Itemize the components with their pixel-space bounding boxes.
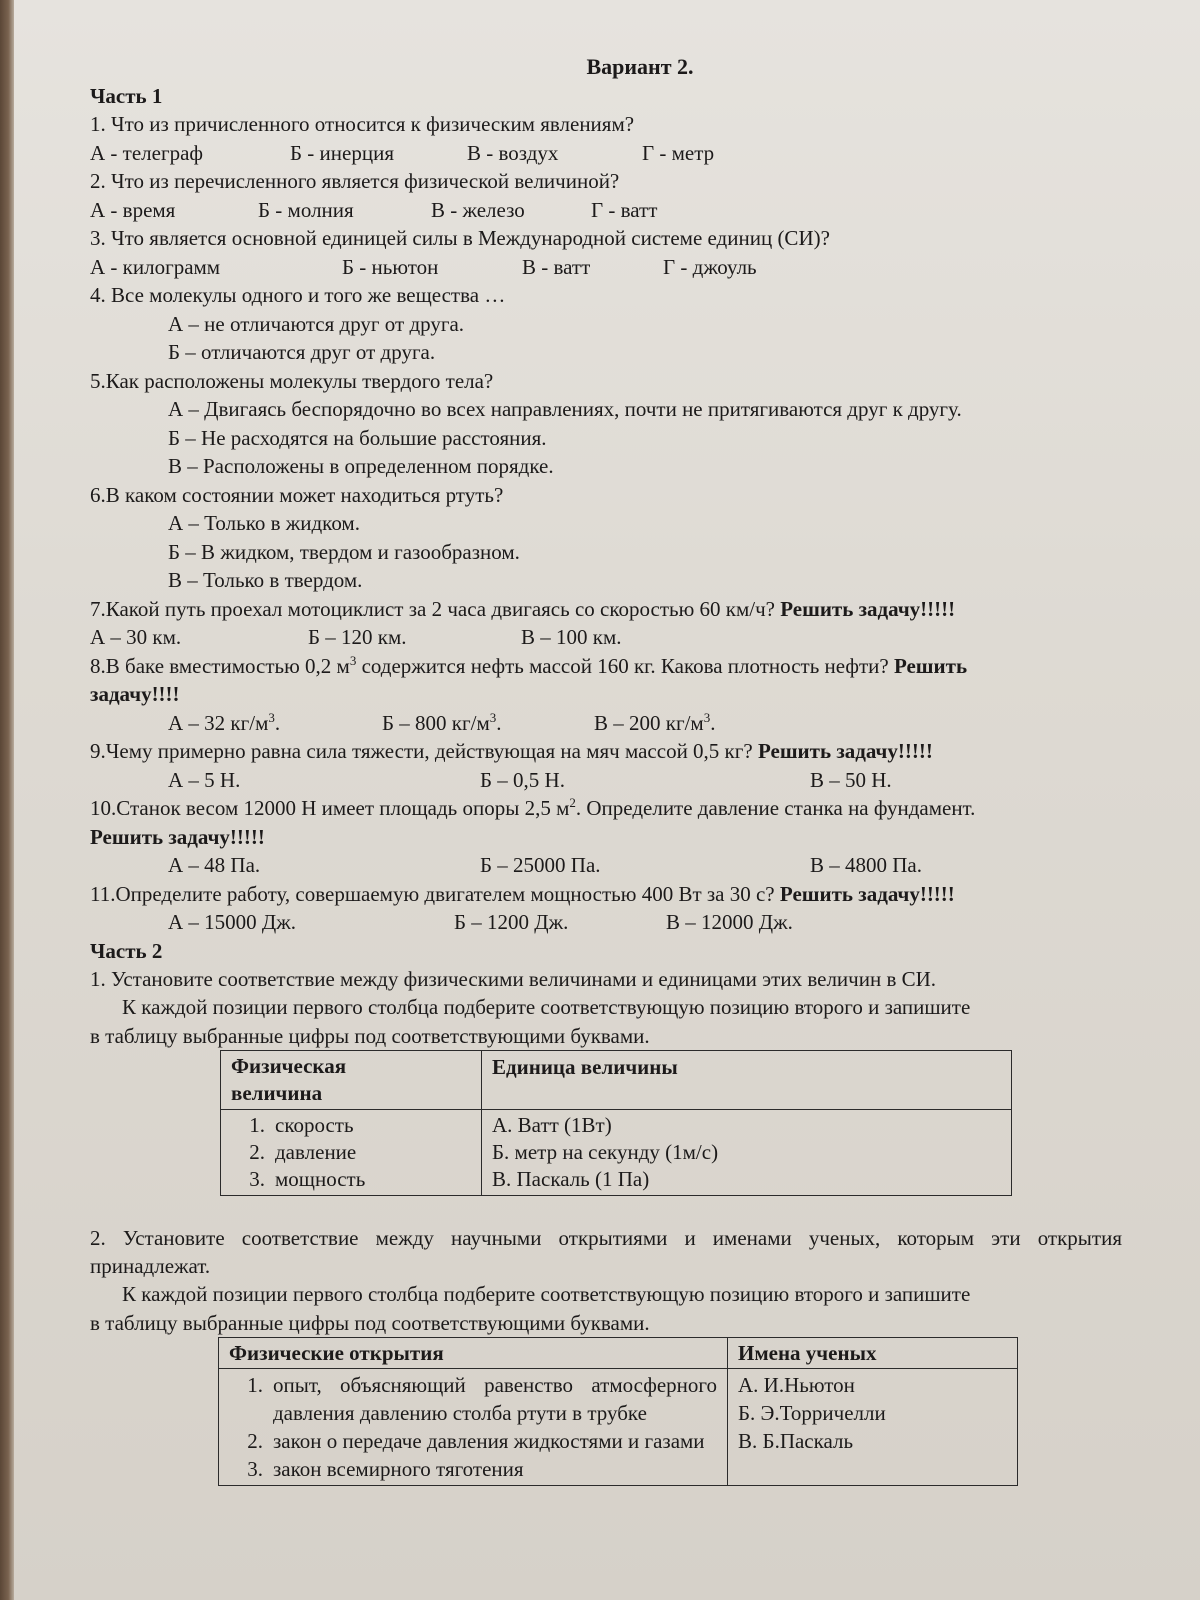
task-1-table bbox=[220, 1050, 1012, 1196]
option-a bbox=[168, 709, 382, 738]
list-item: Б. метр на секунду (1м/с) bbox=[492, 1140, 719, 1164]
table-header-row bbox=[219, 1338, 1018, 1369]
option-b: Б – 0,5 Н. bbox=[480, 767, 565, 792]
option-b: Б - молния bbox=[258, 197, 354, 222]
option-b: Б – 25000 Па. bbox=[480, 853, 601, 877]
dot: . bbox=[710, 710, 716, 735]
variant-title: Вариант 2. bbox=[586, 54, 694, 79]
question-10-text-pre: 10.Станок весом 12000 Н имеет площадь опоры 2,5 м bbox=[90, 796, 570, 820]
question-3-options bbox=[90, 253, 1150, 282]
task-2-table bbox=[218, 1337, 1018, 1486]
option-a: А - телеграф bbox=[90, 140, 203, 165]
question-7-options bbox=[90, 623, 1150, 652]
option-c: В - железо bbox=[431, 197, 525, 222]
option-c: В – 4800 Па. bbox=[810, 853, 922, 877]
col-header-quantity bbox=[221, 1051, 482, 1110]
question-4-option-b: Б – отличаются друг от друга. bbox=[168, 340, 436, 364]
table-row bbox=[221, 1110, 1012, 1196]
option-c: В - воздух bbox=[467, 140, 559, 165]
dot: . bbox=[496, 710, 502, 735]
superscript: 3 bbox=[349, 652, 357, 668]
option-c: В - ватт bbox=[522, 254, 591, 279]
item-number: 1. bbox=[247, 1373, 263, 1397]
header-line: величина bbox=[231, 1081, 323, 1105]
question-7 bbox=[90, 595, 1150, 624]
list-item bbox=[229, 1371, 717, 1427]
option-c: В – 50 Н. bbox=[810, 767, 892, 792]
option-a: А - время bbox=[90, 197, 176, 222]
question-10-text-post: . Определите давление станка на фундамент. bbox=[575, 796, 976, 820]
page-edge bbox=[0, 0, 14, 1600]
option-b: Б - инерция bbox=[290, 140, 394, 165]
option-a: А - килограмм bbox=[90, 254, 221, 279]
item-text: давление bbox=[275, 1140, 357, 1164]
option-c bbox=[594, 709, 715, 738]
superscript: 3 bbox=[703, 709, 711, 725]
question-1-options bbox=[90, 139, 1150, 168]
question-11-options bbox=[90, 908, 1150, 937]
list-item bbox=[229, 1455, 717, 1483]
superscript: 3 bbox=[268, 709, 275, 725]
question-9 bbox=[90, 737, 1150, 766]
superscript: 2 bbox=[569, 795, 576, 810]
option-a: А – 15000 Дж. bbox=[168, 910, 296, 934]
task-2-instruction: К каждой позиции первого столбца подберите соответствующую позицию второго и запишите bbox=[122, 1282, 971, 1306]
solve-note: Решить задачу!!!!! bbox=[779, 881, 955, 906]
question-3: 3. Что является основной единицей силы в Международной системе единиц (СИ)? bbox=[90, 226, 830, 250]
task-1: 1. Установите соответствие между физическими величинами и единицами этих величин в СИ. bbox=[90, 966, 937, 991]
question-6-option-a: А – Только в жидком. bbox=[168, 511, 360, 535]
list-item bbox=[229, 1427, 717, 1455]
solve-note: Решить задачу!!!!! bbox=[780, 596, 956, 621]
superscript: 3 bbox=[489, 709, 497, 725]
right-column-cell bbox=[482, 1110, 1012, 1196]
option-d: Г - метр bbox=[642, 140, 715, 165]
question-5-option-a: А – Двигаясь беспорядочно во всех направлениях, почти не притягиваются друг к другу. bbox=[168, 397, 962, 421]
question-10 bbox=[90, 794, 1150, 823]
solve-note: Решить задачу!!!!! bbox=[90, 824, 265, 849]
question-5-option-c: В – Расположены в определенном порядке. bbox=[168, 454, 554, 478]
option-c-text: В – 200 кг/м bbox=[594, 710, 704, 735]
list-item bbox=[231, 1112, 471, 1139]
question-9-options bbox=[90, 766, 1150, 795]
header-line: Физическая bbox=[231, 1054, 347, 1078]
list-item: В. Б.Паскаль bbox=[738, 1429, 854, 1453]
right-column-cell bbox=[728, 1369, 1018, 1486]
solve-note: Решить bbox=[893, 653, 968, 678]
option-a-text: А – 32 кг/м bbox=[168, 710, 269, 735]
task-2: 2. Установите соответствие между научными открытиями и именами ученых, которым эти открытия принадлежат. bbox=[90, 1226, 1122, 1278]
item-text: закон о передаче давления жидкостями и газами bbox=[273, 1429, 705, 1453]
document bbox=[90, 52, 1150, 1486]
option-b: Б – 1200 Дж. bbox=[454, 910, 569, 934]
question-2-options bbox=[90, 196, 1150, 225]
list-item: В. Паскаль (1 Па) bbox=[492, 1167, 650, 1191]
item-number: 3. bbox=[249, 1167, 265, 1191]
question-5-option-b: Б – Не расходятся на большие расстояния. bbox=[168, 425, 547, 450]
question-11-text: 11.Определите работу, совершаемую двигателем мощностью 400 Вт за 30 с? bbox=[90, 881, 780, 906]
left-column-cell bbox=[219, 1369, 728, 1486]
option-c: В – 12000 Дж. bbox=[666, 910, 793, 934]
question-4: 4. Все молекулы одного и того же вещества … bbox=[90, 283, 506, 307]
part1-heading: Часть 1 bbox=[90, 84, 163, 108]
task-2-instruction-cont: в таблицу выбранные цифры под соответствующими буквами. bbox=[90, 1310, 650, 1335]
option-a: А – 5 Н. bbox=[168, 767, 241, 792]
question-8 bbox=[90, 652, 1150, 681]
question-8-text-post: содержится нефть массой 160 кг. Какова плотность нефти? bbox=[356, 653, 894, 678]
option-b: Б – 120 км. bbox=[308, 625, 407, 649]
question-8-options bbox=[90, 709, 1150, 738]
question-10-options bbox=[90, 851, 1150, 880]
question-6: 6.В каком состоянии может находиться ртуть? bbox=[90, 482, 504, 507]
item-number: 3. bbox=[247, 1457, 263, 1481]
question-6-option-b: Б – В жидком, твердом и газообразном. bbox=[168, 539, 520, 564]
option-b: Б - ньютон bbox=[342, 254, 439, 279]
dot: . bbox=[274, 710, 281, 735]
task-1-instruction-cont: в таблицу выбранные цифры под соответствующими буквами. bbox=[90, 1023, 650, 1048]
table-row bbox=[219, 1369, 1018, 1486]
option-b-text: Б – 800 кг/м bbox=[382, 710, 490, 735]
question-4-option-a: А – не отличаются друг от друга. bbox=[168, 311, 465, 336]
question-9-text: 9.Чему примерно равна сила тяжести, действующая на мяч массой 0,5 кг? bbox=[90, 739, 758, 763]
item-text: опыт, объясняющий равенство атмосферного давления давлению столба ртути в трубке bbox=[273, 1373, 717, 1425]
solve-note: Решить задачу!!!!! bbox=[757, 739, 933, 763]
left-column-cell bbox=[221, 1110, 482, 1196]
list-item: Б. Э.Торричелли bbox=[738, 1401, 886, 1425]
question-5: 5.Как расположены молекулы твердого тела? bbox=[90, 368, 494, 393]
question-8-text-pre: 8.В баке вместимостью 0,2 м bbox=[90, 653, 350, 678]
col-header-scientists: Имена ученых bbox=[728, 1338, 1018, 1369]
list-item bbox=[231, 1139, 471, 1166]
option-a: А – 30 км. bbox=[90, 625, 182, 649]
item-number: 2. bbox=[249, 1140, 265, 1164]
list-item bbox=[231, 1166, 471, 1193]
table-header-row bbox=[221, 1051, 1012, 1110]
question-7-text: 7.Какой путь проехал мотоциклист за 2 часа двигаясь со скоростью 60 км/ч? bbox=[90, 596, 781, 621]
item-text: скорость bbox=[275, 1113, 354, 1137]
item-text: мощность bbox=[275, 1167, 366, 1191]
list-item: А. Ватт (1Вт) bbox=[492, 1113, 612, 1137]
task-1-instruction: К каждой позиции первого столбца подберите соответствующую позицию второго и запишите bbox=[122, 995, 971, 1019]
item-text: закон всемирного тяготения bbox=[273, 1457, 524, 1481]
option-b bbox=[382, 709, 594, 738]
part2-heading: Часть 2 bbox=[90, 938, 163, 963]
item-number: 2. bbox=[247, 1429, 263, 1453]
list-item: А. И.Ньютон bbox=[738, 1373, 855, 1397]
question-2: 2. Что из перечисленного является физической величиной? bbox=[90, 169, 620, 193]
option-c: В – 100 км. bbox=[521, 625, 622, 649]
option-d: Г - ватт bbox=[591, 197, 658, 222]
option-d: Г - джоуль bbox=[663, 254, 757, 279]
question-6-option-c: В – Только в твердом. bbox=[168, 568, 363, 592]
col-header-unit: Единица величины bbox=[482, 1051, 1012, 1110]
solve-note-cont: задачу!!!! bbox=[90, 682, 180, 706]
question-11 bbox=[90, 880, 1150, 909]
question-1: 1. Что из причисленного относится к физическим явлениям? bbox=[90, 112, 635, 136]
col-header-discoveries: Физические открытия bbox=[219, 1338, 728, 1369]
item-number: 1. bbox=[249, 1113, 265, 1137]
option-a: А – 48 Па. bbox=[168, 853, 261, 877]
